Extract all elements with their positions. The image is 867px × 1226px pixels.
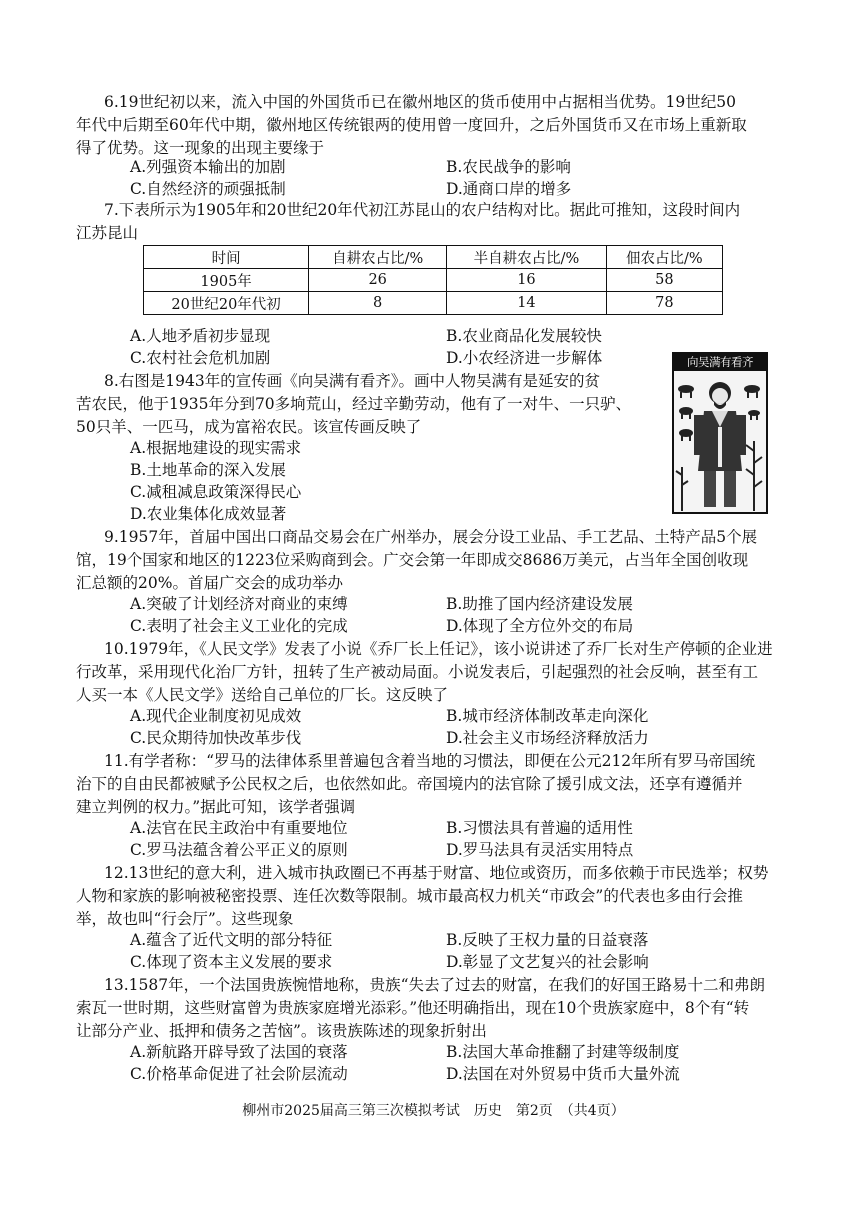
q10-stem-line: 行改革，采用现代化治厂方针，扭转了生产被动局面。小说发表后，引起强烈的社会反响，甚至有工 (76, 663, 759, 681)
page-footer: 柳州市2025届高三第三次模拟考试 历史 第2页 （共4页） (242, 1103, 625, 1119)
table-row (144, 292, 723, 315)
q7-option-d: D.小农经济进一步解体 (446, 349, 603, 367)
table-header-cell: 半自耕农占比/% (447, 246, 607, 269)
q6-option-c: C.自然经济的顽强抵制 (130, 180, 286, 198)
q8-option-a: A.根据地建设的现实需求 (130, 439, 302, 457)
table-cell: 16 (447, 269, 607, 292)
q9-stem-line: 汇总额的20%。首届广交会的成功举办 (76, 574, 343, 592)
q9-option-a: A.突破了计划经济对商业的束缚 (130, 595, 348, 613)
q8-option-b: B.土地革命的深入发展 (130, 461, 286, 479)
q13-stem-line: 13.1587年，一个法国贵族惋惜地称，贵族“失去了过去的财富，在我们的好国王路易十二和弗朗 (104, 976, 766, 994)
q13-stem-line: 让部分产业、抵押和债务之苦恼”。该贵族陈述的现象折射出 (76, 1022, 487, 1040)
table-header-cell: 时间 (144, 246, 309, 269)
table-cell: 1905年 (144, 269, 309, 292)
farmer-figure-illustration (674, 371, 766, 512)
q10-option-d: D.社会主义市场经济释放活力 (446, 729, 649, 747)
q12-option-b: B.反映了王权力量的日益衰落 (446, 931, 649, 949)
q7-stem-line: 江苏昆山 (76, 224, 139, 242)
table-header-cell: 自耕农占比/% (309, 246, 447, 269)
q6-stem-line: 得了优势。这一现象的出现主要缘于 (76, 139, 325, 157)
q7-option-a: A.人地矛盾初步显现 (130, 327, 271, 345)
q10-stem-line: 10.1979年，《人民文学》发表了小说《乔厂长上任记》，该小说讲述了乔厂长对生产停顿的企业进 (104, 640, 773, 658)
poster-title: 向吴满有看齐 (674, 354, 766, 371)
propaganda-poster-image (672, 352, 768, 514)
q6-option-b: B.农民战争的影响 (446, 158, 571, 176)
q11-stem-line: 11.有学者称：“罗马的法律体系里普遍包含着当地的习惯法，即便在公元212年所有罗马帝国统 (104, 752, 756, 770)
q8-stem-line: 8.右图是1943年的宣传画《向吴满有看齐》。画中人物吴满有是延安的贫 (104, 372, 600, 390)
q10-option-b: B.城市经济体制改革走向深化 (446, 707, 649, 725)
q13-option-a: A.新航路开辟导致了法国的衰落 (130, 1043, 348, 1061)
q8-option-d: D.农业集体化成效显著 (130, 505, 287, 523)
q13-stem-line: 索瓦一世时期，这些财富曾为贵族家庭增光添彩。”他还明确指出，现在10个贵族家庭中，8个有“转 (76, 999, 750, 1017)
q10-option-a: A.现代企业制度初见成效 (130, 707, 302, 725)
q9-option-d: D.体现了全方位外交的布局 (446, 617, 634, 635)
q9-option-c: C.表明了社会主义工业化的完成 (130, 617, 348, 635)
q13-option-d: D.法国在对外贸易中货币大量外流 (446, 1065, 680, 1083)
q11-option-d: D.罗马法具有灵活实用特点 (446, 841, 634, 859)
q7-stem-line: 7.下表所示为1905年和20世纪20年代初江苏昆山的农户结构对比。据此可推知，这段时间内 (104, 201, 741, 219)
q12-stem-line: 12.13世纪的意大利，进入城市执政圈已不再基于财富、地位或资历，而多依赖于市民选举；权势 (104, 864, 769, 882)
q6-option-a: A.列强资本输出的加剧 (130, 158, 286, 176)
q6-stem-line: 6.19世纪初以来，流入中国的外国货币已在徽州地区的货币使用中占据相当优势。19世纪50 (104, 93, 736, 111)
q10-option-c: C.民众期待加快改革步伐 (130, 729, 302, 747)
q7-option-b: B.农业商品化发展较快 (446, 327, 602, 345)
q9-option-b: B.助推了国内经济建设发展 (446, 595, 633, 613)
q12-stem-line: 人物和家族的影响被秘密投票、连任次数等限制。城市最高权力机关“市政会”的代表也多由行会推 (76, 887, 743, 905)
q12-stem-line: 举，故也叫“行会厅”。这些现象 (76, 910, 294, 928)
q11-option-a: A.法官在民主政治中有重要地位 (130, 819, 348, 837)
table-cell: 8 (309, 292, 447, 315)
q6-option-d: D.通商口岸的增多 (446, 180, 572, 198)
table-header-row (144, 246, 723, 269)
q7-option-c: C.农村社会危机加剧 (130, 349, 271, 367)
q12-option-d: D.彰显了文艺复兴的社会影响 (446, 953, 649, 971)
farm-household-table (143, 245, 723, 315)
q12-option-a: A.蕴含了近代文明的部分特征 (130, 931, 333, 949)
q9-stem-line: 馆，19个国家和地区的1223位采购商到会。广交会第一年即成交8686万美元，占当年全国创收现 (76, 551, 749, 569)
q11-stem-line: 治下的自由民都被赋予公民权之后，也依然如此。帝国境内的法官除了援引成文法，还享有遵循并 (76, 775, 743, 793)
q9-stem-line: 9.1957年，首届中国出口商品交易会在广州举办，展会分设工业品、手工艺品、土特产品5个展 (104, 528, 758, 546)
table-header-cell: 佃农占比/% (606, 246, 722, 269)
table-cell: 58 (606, 269, 722, 292)
q8-stem-line: 苦农民，他于1935年分到70多垧荒山，经过辛勤劳动，他有了一对牛、一只驴、 (76, 395, 632, 413)
table-cell: 78 (606, 292, 722, 315)
q11-stem-line: 建立判例的权力。”据此可知，该学者强调 (76, 798, 356, 816)
table-row (144, 269, 723, 292)
q8-stem-line: 50只羊、一匹马，成为富裕农民。该宣传画反映了 (76, 418, 422, 436)
q11-option-b: B.习惯法具有普遍的适用性 (446, 819, 633, 837)
table-cell: 20世纪20年代初 (144, 292, 309, 315)
table-cell: 14 (447, 292, 607, 315)
q13-option-c: C.价格革命促进了社会阶层流动 (130, 1065, 348, 1083)
q10-stem-line: 人买一本《人民文学》送给自己单位的厂长。这反映了 (76, 686, 449, 704)
q8-option-c: C.减租减息政策深得民心 (130, 483, 302, 501)
q13-option-b: B.法国大革命推翻了封建等级制度 (446, 1043, 680, 1061)
q12-option-c: C.体现了资本主义发展的要求 (130, 953, 333, 971)
q11-option-c: C.罗马法蕴含着公平正义的原则 (130, 841, 348, 859)
q6-stem-line: 年代中后期至60年代中期，徽州地区传统银两的使用曾一度回升，之后外国货币又在市场上重新取 (76, 116, 747, 134)
table-cell: 26 (309, 269, 447, 292)
